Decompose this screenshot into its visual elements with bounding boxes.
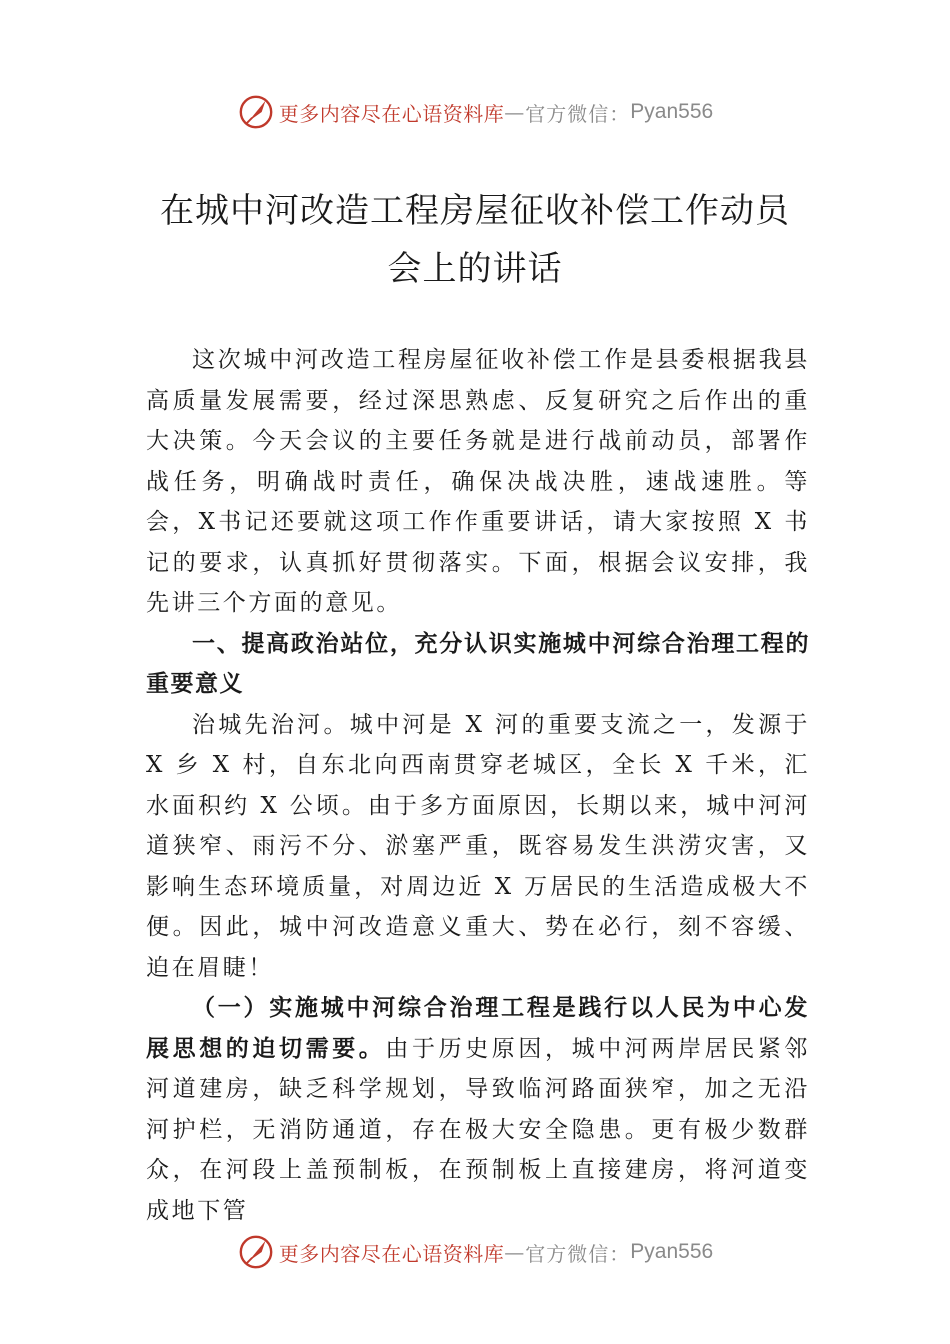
document-body: [146, 340, 810, 1231]
title-line-1: 在城中河改造工程房屋征收补偿工作动员: [160, 191, 790, 231]
paragraph-intro: 这次城中河改造工程房屋征收补偿工作是县委根据我县高质量发展需要，经过深思熟虑、反复研究之后作出的重大决策。今天会议的主要任务就是进行战前动员，部署作战任务，明确战时责任，确保决战决胜，速战速胜。等会，X书记还要就这项工作作重要讲话，请大家按照 X 书记的要求，认真抓好贯彻落实。下面，根据会议安排，我先讲三个方面的意见。: [146, 347, 810, 616]
watermark-site-name: 更多内容尽在心语资料库: [278, 1241, 505, 1266]
watermark-wechat-label: 官方微信：: [525, 1241, 631, 1266]
watermark-dash: —: [504, 100, 526, 124]
footer-watermark: [0, 1232, 950, 1272]
watermark-handle: Pyan556: [630, 100, 714, 123]
section-heading-1: 一、提高政治站位，充分认识实施城中河综合治理工程的重要意义: [146, 630, 810, 697]
watermark-wechat-label: 官方微信：: [525, 101, 631, 126]
header-watermark: [0, 92, 950, 132]
paragraph-subsection-1: [146, 988, 810, 1231]
quill-logo-icon: [237, 93, 275, 131]
document-title: [120, 182, 830, 298]
subsection-1-text: 由于历史原因，城中河两岸居民紧邻河道建房，缺乏科学规划，导致临河路面狭窄，加之无沿河护栏，无消防通道，存在极大安全隐患。更有极少数群众，在河段上盖预制板，在预制板上直接建房，将河道变成地下管: [146, 1035, 810, 1224]
quill-logo-icon: [237, 1233, 275, 1271]
paragraph-river: 治城先治河。城中河是 X 河的重要支流之一，发源于 X 乡 X 村，自东北向西南贯穿老城区，全长 X 千米，汇水面积约 X 公顷。由于多方面原因，长期以来，城中河河道狭窄、雨污不分、淤塞严重，既容易发生洪涝灾害，又影响生态环境质量，对周边近 X 万居民的生活造成极大不便。因此，城中河改造意义重大、势在必行，刻不容缓、迫在眉睫！: [146, 711, 810, 981]
title-line-2: 会上的讲话: [387, 249, 563, 289]
subsection-1-lead: （一）实施城中河综合治理工程是践行以人民为中心发展思想的迫切需要。: [146, 994, 810, 1062]
watermark-handle: Pyan556: [630, 1240, 714, 1263]
watermark-site-name: 更多内容尽在心语资料库: [278, 101, 505, 126]
watermark-dash: —: [504, 1240, 526, 1264]
